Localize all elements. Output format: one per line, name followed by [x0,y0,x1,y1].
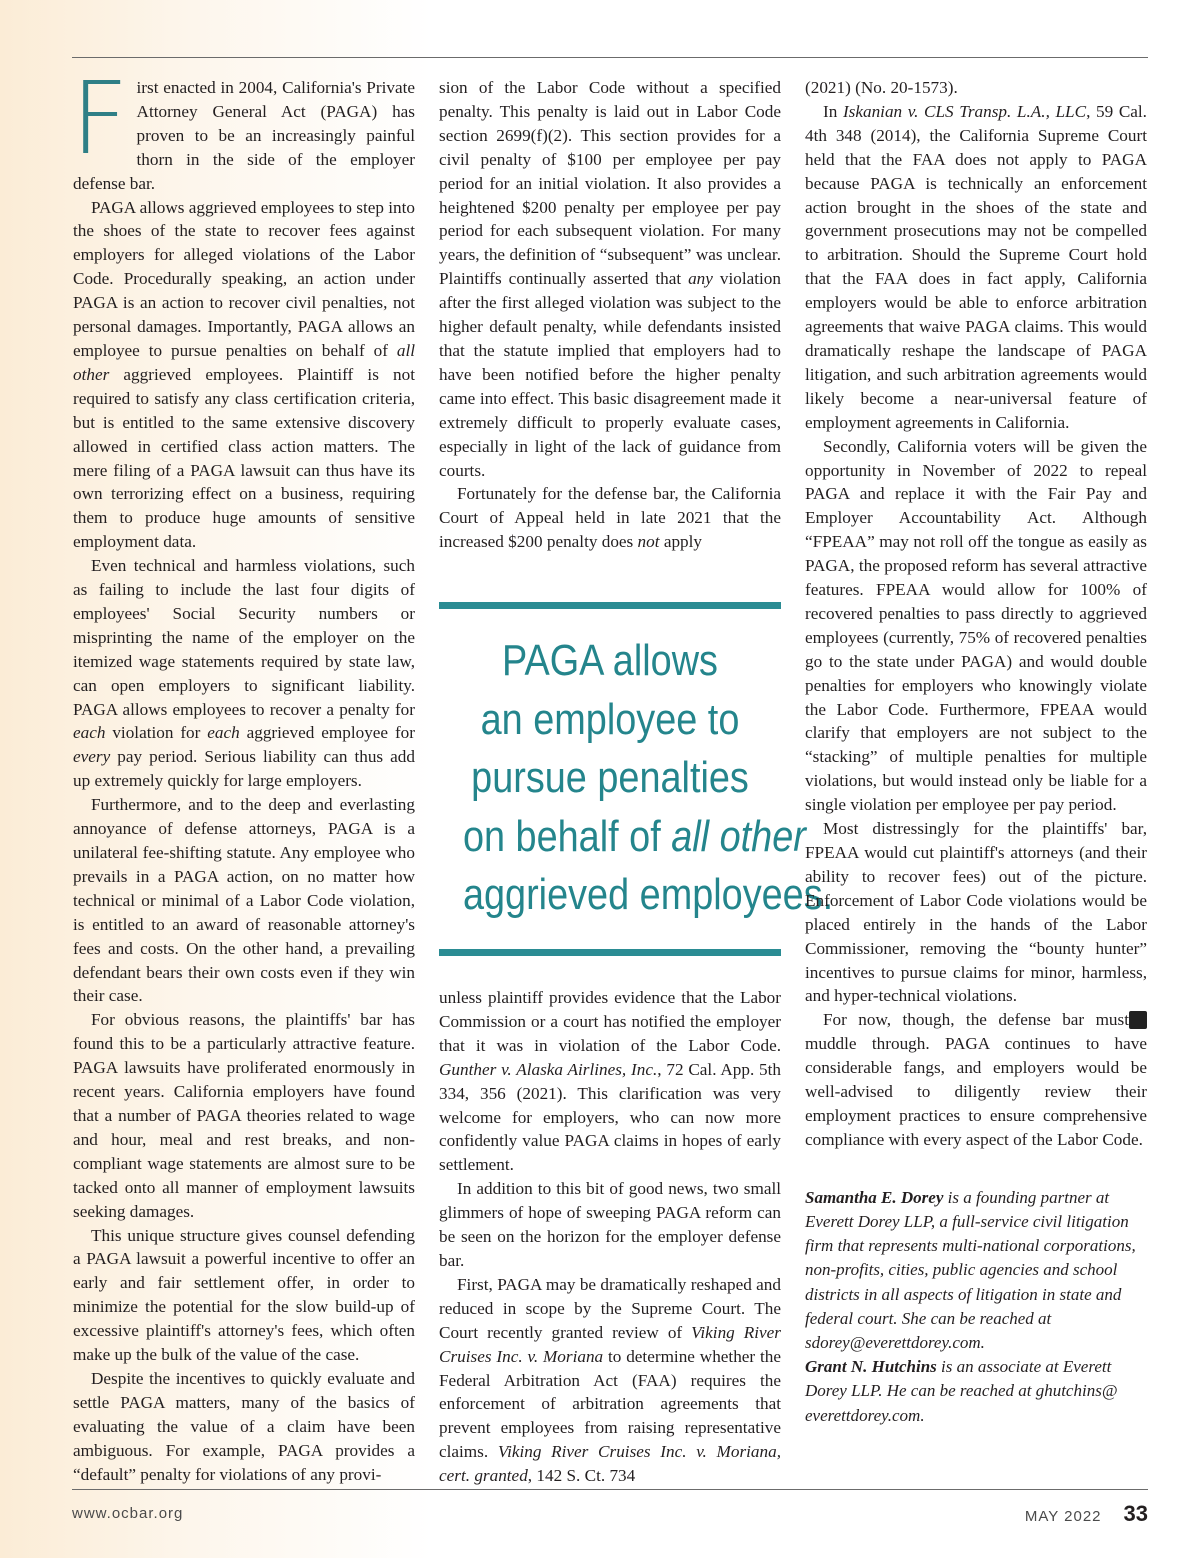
paragraph: Even technical and harmless violations, such as failing to include the last four digits of employees' Social Security numbers or misprinting the name of the employer on the itemized wage statements required by state law, can open employers to significant liability. PAGA allows employees to recover a penalty for each violation for each aggrieved employee for every pay period. Serious liability can thus add up extremely quickly for large employers. [73,556,415,791]
paragraph: Most distressingly for the plaintiffs' bar, FPEAA would cut plaintiff's attorneys (and their ability to recover fees) out of the picture. Enforcement of Labor Code violations would be placed entirely in the hands of the Labor Commissioner, removing the “bounty hunter” incentives to pursue claims for minor, harmless, and hyper-technical violations. [805,819,1147,1006]
footer-issue [1025,1501,1148,1527]
pull-quote-top-bar [439,602,781,609]
column-3 [805,76,1147,1428]
paragraph: (2021) (No. 20-1573). [805,78,958,97]
paragraph: Fortunately for the defense bar, the California Court of Appeal held in late 2021 that the increased $200 penalty does not apply [439,484,781,552]
footer-website: www.ocbar.org [72,1505,184,1522]
column-2-bottom [439,986,781,1488]
pull-quote-bottom-bar [439,949,781,956]
author-bio: Grant N. Hutchins is an associate at Everett Dorey LLP. He can be reached at ghutchins@ everettdorey.com. [805,1357,1118,1425]
author-bio: Samantha E. Dorey is a founding partner at Everett Dorey LLP, a full-service civil litigation firm that represents multi-national corporations, non-profits, cities, public agencies and school districts in all aspects of litigation in state and federal court. She can be reached at sdorey@everettdorey.com. [805,1187,1136,1352]
column-1 [71,60,415,1486]
paragraph: In Iskanian v. CLS Transp. L.A., LLC, 59 Cal. 4th 348 (2014), the California Supreme Court held that the FAA does not apply to PAGA because PAGA is technically an enforcement action brought in the shoes of the state and government prosecutions may not be compelled to arbitration. Should the Supreme Court hold that the FAA does in fact apply, California employers would be able to enforce arbitration agreements that waive PAGA claims. This would dramatically reshape the landscape of PAGA litigation, and such arbitration agreements would likely become a near-universal feature of employment agreements in California. [805,101,1147,432]
paragraph: PAGA allows aggrieved employees to step into the shoes of the state to recover fees against employers for alleged violations of the Labor Code. Procedurally speaking, an action under PAGA is an action to recover civil penalties, not personal damages. Importantly, PAGA allows an employee to pursue penalties on behalf of all other aggrieved employees. Plaintiff is not required to satisfy any class certification criteria, but is entitled to the same extensive discovery allowed in certified class action matters. The mere filing of a PAGA lawsuit can thus have its own terrorizing effect on a business, requiring them to produce huge amounts of sensitive employment data. [73,197,415,552]
ocbar-logo-icon [1129,1011,1147,1029]
page-number: 33 [1123,1501,1148,1526]
pull-quote [439,602,834,956]
paragraph: For obvious reasons, the plaintiffs' bar has found this to be a particularly attractive feature. PAGA lawsuits have proliferated enormously in recent years. California employers have found that a number of PAGA theories related to wage and hour, meal and rest breaks, and non-compliant wage statements are almost sure to be tacked onto all manner of employment lawsuits seeking damages. [73,1010,415,1221]
paragraph: In addition to this bit of good news, two small glimmers of hope of sweeping PAGA reform can be seen on the horizon for the employer defense bar. [439,1179,781,1270]
bottom-rule [72,1489,1148,1490]
paragraph: Furthermore, and to the deep and everlasting annoyance of defense attorneys, PAGA is a unilateral fee-shifting statute. Any employee who prevails in a PAGA action, on no matter how technical or minimal of a Labor Code violation, is entitled to an award of reasonable attorney's fees and costs. On the other hand, a prevailing defendant bears their own costs even if they win their case. [73,795,415,1006]
paragraph: sion of the Labor Code without a specified penalty. This penalty is laid out in Labor Code section 2699(f)(2). This section provides for a civil penalty of $100 per employee per pay period for an initial violation. It also provides a heightened $200 penalty per employee per pay period for each subsequent violation. For many years, the definition of “subsequent” was unclear. Plaintiffs continually asserted that any violation after the first alleged violation was subject to the higher default penalty, while defendants insisted that the statute implied that employers had to have been notified before the higher penalty came into effect. This basic disagreement made it extremely difficult to properly evaluate cases, especially in light of the lack of guidance from courts. [439,78,781,480]
pull-quote-text: PAGA allows an employee to pursue penalties on behalf of all other aggrieved employees. [462,636,834,919]
paragraph: This unique structure gives counsel defending a PAGA lawsuit a powerful incentive to offer an early and fair settlement offer, in order to minimize the potential for the slow build-up of excessive plaintiff's attorney's fees, which often make up the bulk of the value of the case. [73,1225,415,1365]
paragraph: For now, though, the defense bar must muddle through. PAGA continues to have considerable fangs, and employers would be well-advised to diligently review their employment practices to ensure comprehensive compliance with every aspect of the Labor Code. [805,1010,1147,1149]
drop-cap: F [71,60,129,177]
paragraph-intro: First enacted in 2004, California's Private Attorney General Act (PAGA) has proven to be an increasingly painful thorn in the side of the employer defense bar. [71,60,415,193]
top-rule [72,57,1148,58]
paragraph: First, PAGA may be dramatically reshaped and reduced in scope by the Supreme Court. The Court recently granted review of Viking River Cruises Inc. v. Moriana to determine whether the Federal Arbitration Act (FAA) requires the enforcement of arbitration agreements that prevent employees from raising representative claims. Viking River Cruises Inc. v. Moriana, cert. granted, 142 S. Ct. 734 [439,1274,781,1486]
column-2-top [439,76,781,554]
author-bios [805,1186,1147,1428]
paragraph: Despite the incentives to quickly evaluate and settle PAGA matters, many of the basics of evaluating the value of a claim have been ambiguous. For example, PAGA provides a “default” penalty for violations of any provi- [73,1368,415,1484]
paragraph: unless plaintiff provides evidence that the Labor Commission or a court has notified the employer that it was in violation of the Labor Code. Gunther v. Alaska Airlines, Inc., 72 Cal. App. 5th 334, 356 (2021). This clarification was very welcome for employers, who can now more confidently value PAGA claims in hopes of early settlement. [439,988,781,1175]
issue-date: MAY 2022 [1024,1508,1102,1525]
paragraph: Secondly, California voters will be given the opportunity in November of 2022 to repeal PAGA and replace it with the Fair Pay and Employer Accountability Act. Although “FPEAA” may not roll off the tongue as easily as PAGA, the proposed reform has several attractive features. FPEAA would allow for 100% of recovered penalties to pass directly to aggrieved employees (currently, 75% of recovered penalties go to the state under PAGA) and would double penalties for employers who knowingly violate the Labor Code. Furthermore, FPEAA would clarify that employers are not subject to the “stacking” of multiple penalties for multiple violations, but would instead only be liable for a single violation per employee per pay period. [805,436,1147,815]
